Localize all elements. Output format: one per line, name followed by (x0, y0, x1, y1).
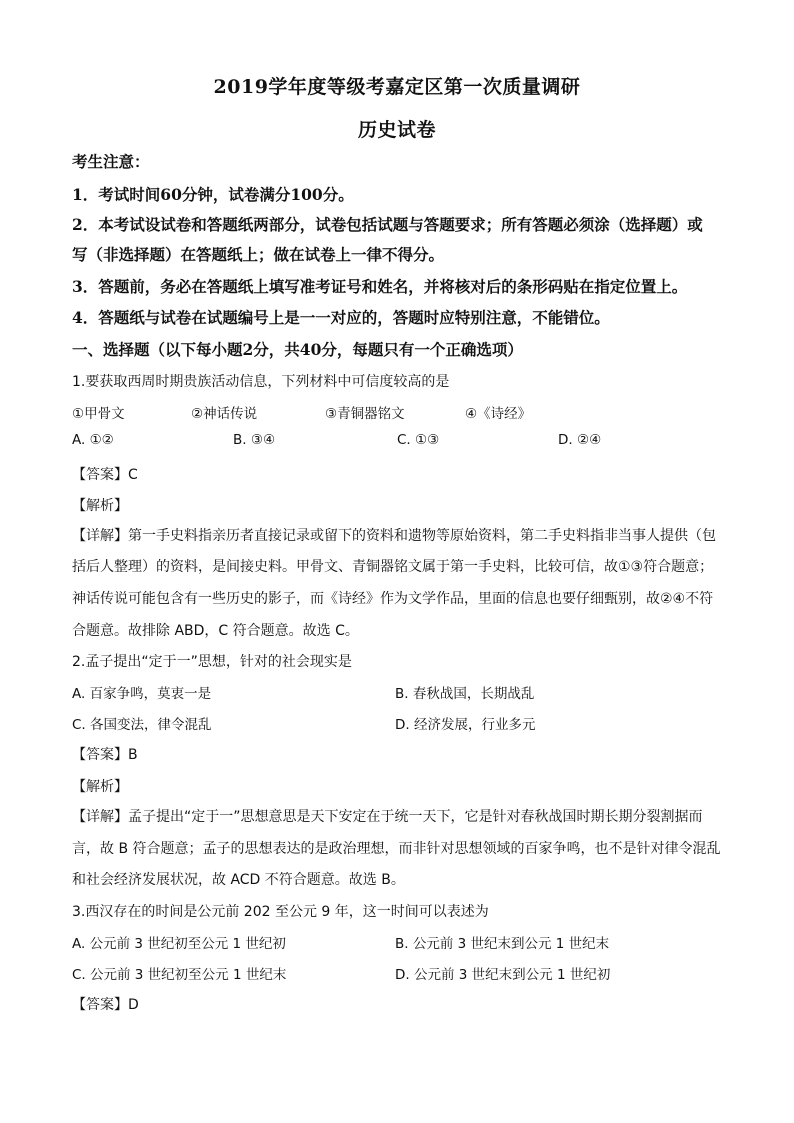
detail-line: 言，故 B 符合题意；孟子的思想表达的是政治理想，而非针对思想领域的百家争鸣，也不是针对律令混乱 (72, 841, 721, 857)
material-item: ④《诗经》 (465, 406, 532, 422)
analysis-tag: 【解析】 (72, 498, 128, 514)
answer-line (72, 464, 138, 484)
option-b: B. 春秋战国，长期战乱 (395, 686, 535, 702)
section-heading: 一、选择题（以下每小题2分，共40分，每题只有一个正确选项） (72, 340, 523, 359)
option-a: A. 百家争鸣，莫衷一是 (72, 686, 212, 702)
option-d: D. 公元前 3 世纪末到公元 1 世纪初 (395, 967, 611, 983)
notice-item: 4．答题纸与试卷在试题编号上是一一对应的，答题时应特别注意，不能错位。 (72, 308, 610, 327)
detail-line: 括后人整理）的资料，是间接史料。甲骨文、青铜器铭文属于第一手史料，比较可信，故①③符合题意； (72, 559, 714, 575)
option-b: B. ③④ (233, 432, 276, 448)
option-b: B. 公元前 3 世纪末到公元 1 世纪末 (395, 936, 610, 952)
detail-line: 神话传说可能包含有一些历史的影子，而《诗经》作为文学作品，里面的信息也要仔细甄别，故②④不符 (72, 591, 714, 607)
question-stem: 3.西汉存在的时间是公元前 202 至公元 9 年，这一时间可以表述为 (72, 904, 489, 920)
detail-line: 和社会经济发展状况，故 ACD 不符合题意。故选 B。 (72, 872, 405, 888)
analysis-tag: 【解析】 (72, 779, 128, 795)
detail-text: 孟子提出“定于一”思想意思是天下安定在于统一天下，它是针对春秋战国时期长期分裂割据而 (128, 809, 703, 825)
detail-tag: 【详解】 (72, 528, 128, 544)
notice-item: 3．答题前，务必在答题纸上填写准考证号和姓名，并将核对后的条形码贴在指定位置上。 (72, 277, 688, 296)
material-item: ③青铜器铭文 (325, 406, 405, 422)
material-item: ②神话传说 (191, 406, 258, 422)
option-d: D. 经济发展，行业多元 (395, 717, 536, 733)
option-d: D. ②④ (558, 432, 602, 448)
material-item: ①甲骨文 (72, 406, 125, 422)
option-c: C. 公元前 3 世纪初至公元 1 世纪末 (72, 967, 287, 983)
answer-tag: 【答案】 (72, 747, 128, 763)
detail-text: 第一手史料指亲历者直接记录或留下的资料和遗物等原始资料，第二手史料指非当事人提供（包 (128, 528, 716, 544)
detail-line: 合题意。故排除 ABD，C 符合题意。故选 C。 (72, 623, 359, 639)
exam-title: 2019学年度等级考嘉定区第一次质量调研 (213, 76, 581, 98)
option-c: C. ①③ (397, 432, 440, 448)
option-a: A. 公元前 3 世纪初至公元 1 世纪初 (72, 936, 286, 952)
answer-value: B (128, 747, 138, 763)
option-c: C. 各国变法，律令混乱 (72, 717, 212, 733)
answer-tag: 【答案】 (72, 997, 128, 1013)
answer-tag: 【答案】 (72, 467, 128, 483)
question-stem: 2.孟子提出“定于一”思想，针对的社会现实是 (72, 654, 352, 670)
detail-line (72, 525, 716, 545)
notice-item: 2．本考试设试卷和答题纸两部分，试卷包括试题与答题要求；所有答题必须涂（选择题）或 (72, 215, 703, 234)
answer-line (72, 744, 138, 764)
question-stem: 1.要获取西周时期贵族活动信息，下列材料中可信度较高的是 (72, 374, 450, 390)
notice-item: 写（非选择题）在答题纸上；做在试卷上一律不得分。 (72, 245, 445, 264)
option-a: A. ①② (72, 432, 114, 448)
exam-subtitle: 历史试卷 (357, 119, 436, 141)
notice-heading: 考生注意： (72, 152, 150, 171)
answer-line (72, 994, 139, 1014)
answer-value: C (128, 467, 138, 483)
answer-value: D (128, 997, 139, 1013)
notice-item: 1．考试时间60分钟，试卷满分100分。 (72, 185, 354, 204)
detail-line (72, 806, 703, 826)
detail-tag: 【详解】 (72, 809, 128, 825)
